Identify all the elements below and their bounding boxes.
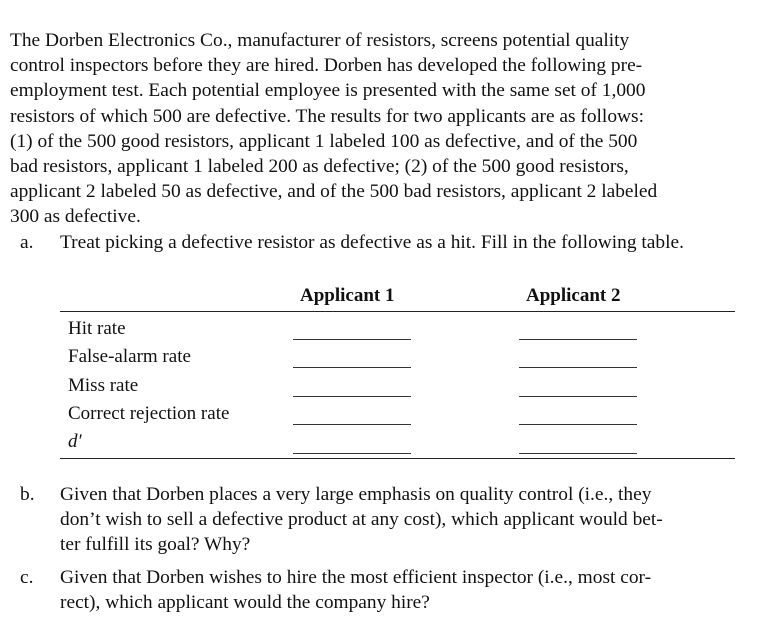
part-b-line: Given that Dorben places a very large emphasis on quality control (i.e., they [60, 484, 652, 505]
row-label-d-prime: d′ [68, 431, 82, 452]
answer-blank-false-alarm-2 [519, 367, 637, 368]
part-a-text: Treat picking a defective resistor as defective as a hit. Fill in the following table. [60, 232, 684, 253]
column-header-applicant-2: Applicant 2 [526, 285, 621, 306]
answer-blank-miss-rate-1 [293, 396, 411, 397]
part-c-label: c. [20, 567, 34, 588]
answer-blank-d-prime-1 [293, 453, 411, 454]
intro-line: resistors of which 500 are defective. The results for two applicants are as follows: [10, 105, 644, 127]
table-top-rule [60, 311, 735, 312]
answer-blank-miss-rate-2 [519, 396, 637, 397]
answer-blank-hit-rate-2 [519, 339, 637, 340]
answer-blank-false-alarm-1 [293, 367, 411, 368]
part-b-line: don’t wish to sell a defective product at any cost), which applicant would bet- [60, 509, 663, 531]
intro-line: employment test. Each potential employee is presented with the same set of 1,000 [10, 80, 646, 102]
intro-line: (1) of the 500 good resistors, applicant 1 labeled 100 as defective, and of the 500 [10, 130, 638, 152]
answer-blank-correct-rejection-1 [293, 424, 411, 425]
intro-line: control inspectors before they are hired. Dorben has developed the following pre- [10, 55, 643, 77]
part-a-label: a. [20, 232, 34, 253]
answer-blank-hit-rate-1 [293, 339, 411, 340]
problem-statement [10, 28, 770, 230]
intro-line: bad resistors, applicant 1 labeled 200 as defective; (2) of the 500 good resistors, [10, 156, 629, 178]
row-label-false-alarm-rate: False-alarm rate [68, 346, 191, 367]
intro-line: applicant 2 labeled 50 as defective, and of the 500 bad resistors, applicant 2 labeled [10, 181, 658, 203]
part-b-line: ter fulfill its goal? Why? [60, 534, 251, 556]
table-bottom-rule [60, 458, 735, 459]
answer-blank-correct-rejection-2 [519, 424, 637, 425]
part-b-label: b. [20, 484, 35, 505]
row-label-miss-rate: Miss rate [68, 375, 139, 396]
part-c-line: rect), which applicant would the company hire? [60, 592, 430, 614]
part-c-line: Given that Dorben wishes to hire the most efficient inspector (i.e., most cor- [60, 567, 652, 588]
intro-line: 300 as defective. [10, 206, 141, 228]
row-label-correct-rejection-rate: Correct rejection rate [68, 403, 230, 424]
column-header-applicant-1: Applicant 1 [300, 285, 395, 306]
row-label-hit-rate: Hit rate [68, 318, 126, 339]
answer-blank-d-prime-2 [519, 453, 637, 454]
intro-line: The Dorben Electronics Co., manufacturer of resistors, screens potential quality [10, 30, 630, 51]
